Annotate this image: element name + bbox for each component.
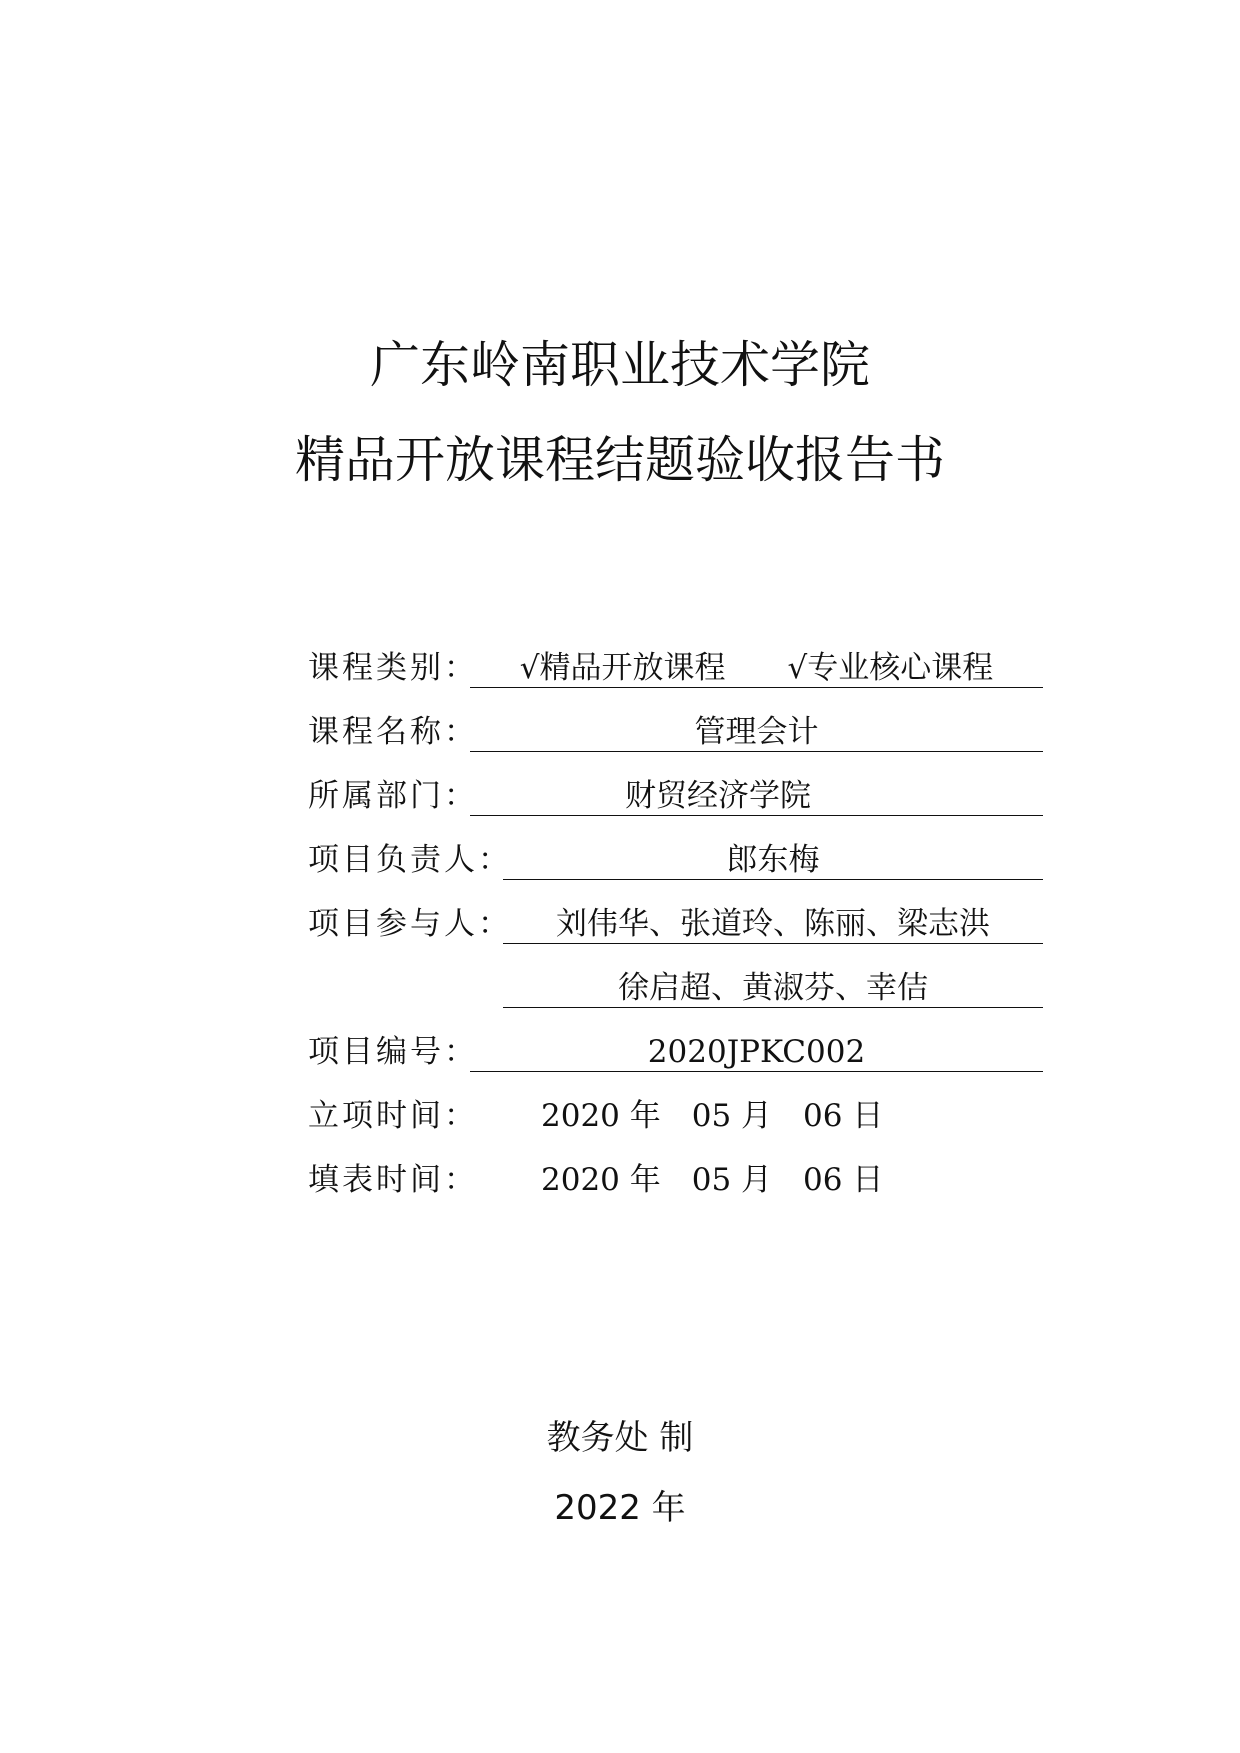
title-line-2: 精品开放课程结题验收报告书 bbox=[295, 431, 945, 489]
field-label-project-number: 项目编号： bbox=[308, 1034, 478, 1070]
field-value-course-category: √精品开放课程 √专业核心课程 bbox=[470, 648, 1043, 688]
footer-year: 2022 年 bbox=[554, 1488, 686, 1528]
footer-issuer: 教务处 制 bbox=[546, 1418, 694, 1458]
field-label-project-leader: 项目负责人： bbox=[308, 842, 512, 878]
field-label-course-name: 课程名称： bbox=[308, 714, 478, 750]
field-value-fill-date: 2020 年 05 月 06 日 bbox=[541, 1162, 884, 1198]
field-label-participants: 项目参与人： bbox=[308, 906, 512, 942]
field-value-project-leader: 郎东梅 bbox=[503, 840, 1043, 880]
field-value-participants-line-2: 徐启超、黄淑芬、幸佶 bbox=[503, 968, 1043, 1008]
field-value-approval-date: 2020 年 05 月 06 日 bbox=[541, 1098, 884, 1134]
field-value-course-name: 管理会计 bbox=[470, 712, 1043, 752]
field-label-department: 所属部门： bbox=[308, 778, 478, 814]
field-value-department: 财贸经济学院 bbox=[470, 776, 1043, 816]
field-value-participants-line-1: 刘伟华、张道玲、陈丽、梁志洪 bbox=[503, 904, 1043, 944]
field-label-fill-date: 填表时间： bbox=[308, 1162, 478, 1198]
field-label-approval-date: 立项时间： bbox=[308, 1098, 478, 1134]
field-label-course-category: 课程类别： bbox=[308, 650, 478, 686]
field-value-project-number: 2020JPKC002 bbox=[470, 1032, 1043, 1072]
title-line-1: 广东岭南职业技术学院 bbox=[370, 336, 870, 394]
